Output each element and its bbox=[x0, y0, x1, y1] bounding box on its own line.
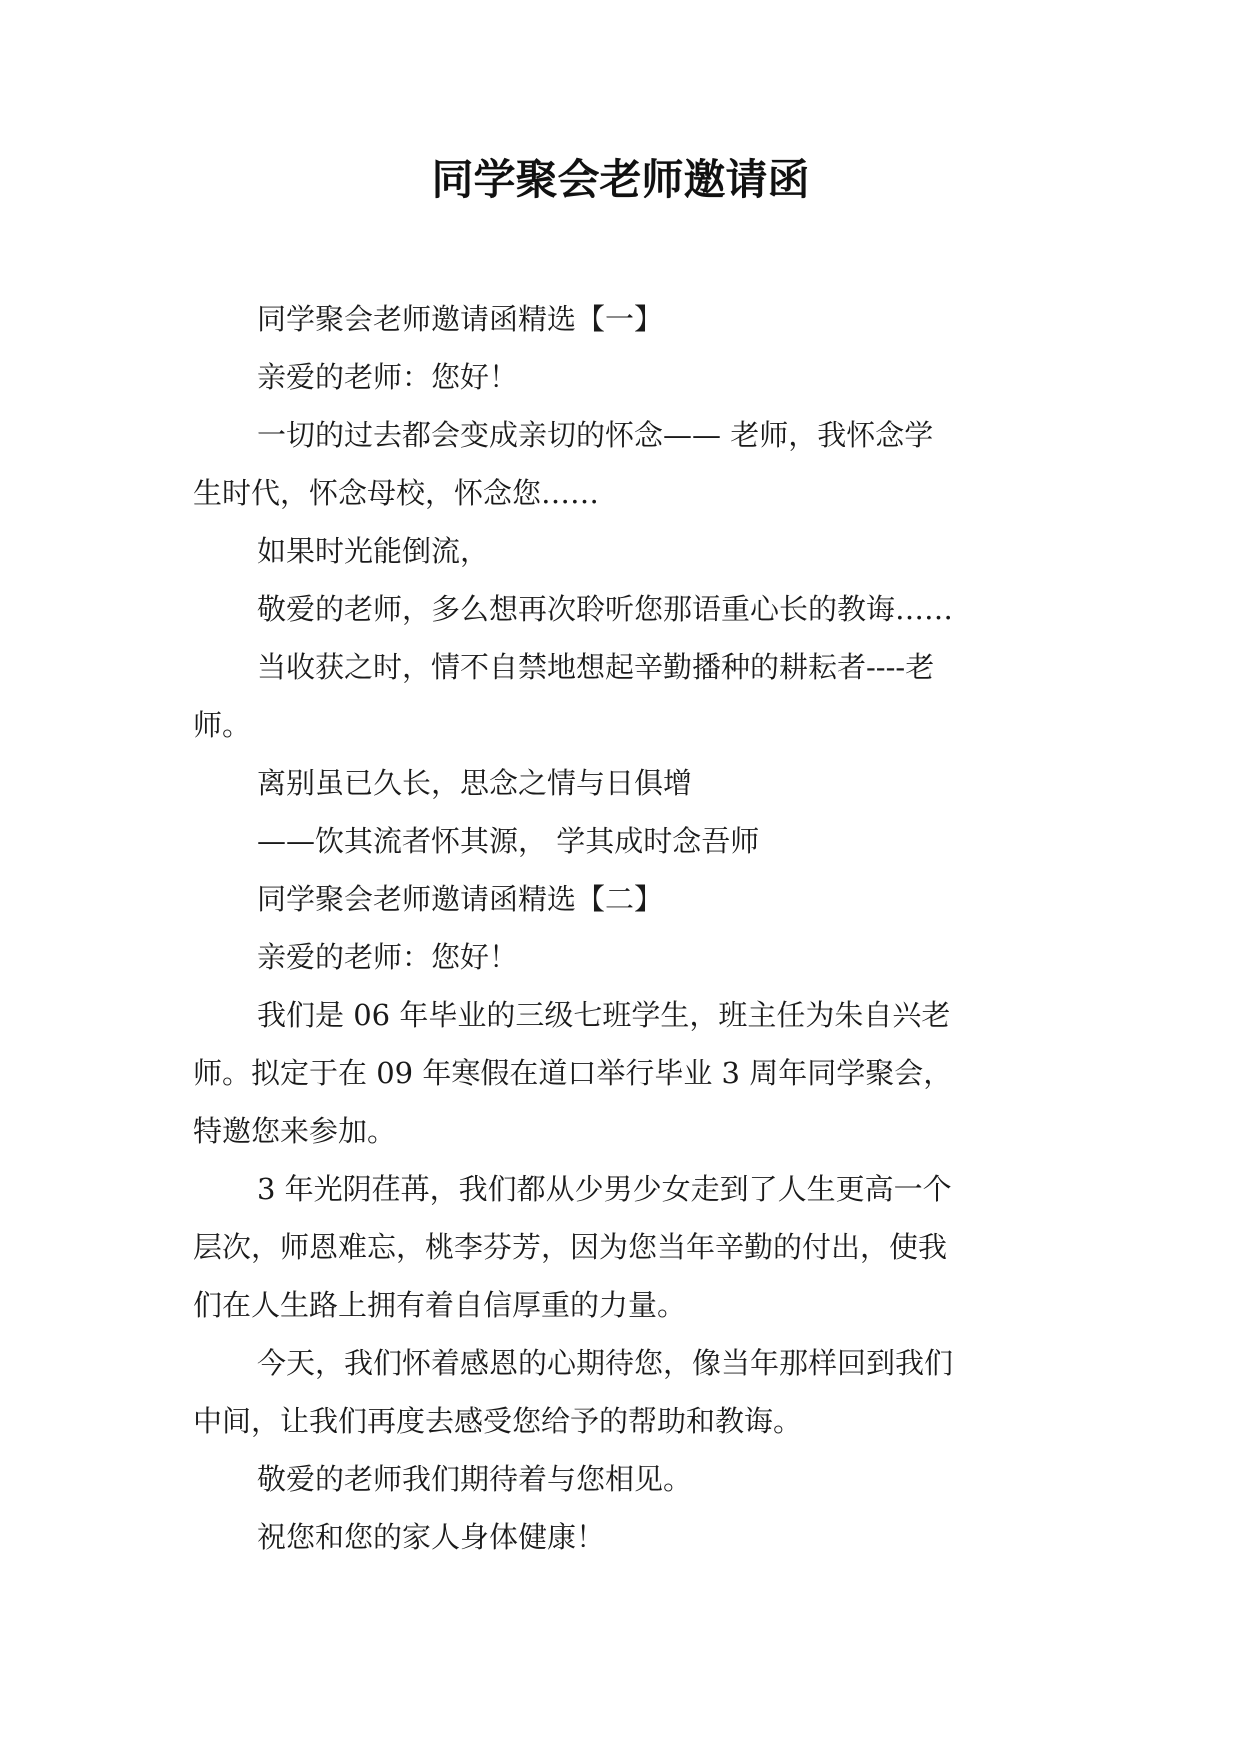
body-line: 亲爱的老师：您好！ bbox=[257, 940, 519, 974]
body-line: 同学聚会老师邀请函精选【一】 bbox=[257, 302, 664, 336]
body-line: 生时代，怀念母校，怀念您…… bbox=[193, 476, 600, 510]
body-line: 祝您和您的家人身体健康！ bbox=[257, 1520, 606, 1554]
body-line: 中间，让我们再度去感受您给予的帮助和教诲。 bbox=[193, 1404, 803, 1438]
document-title: 同学聚会老师邀请函 bbox=[431, 155, 810, 204]
body-line: 一切的过去都会变成亲切的怀念—— 老师，我怀念学 bbox=[257, 418, 934, 452]
body-line: 师。 bbox=[193, 708, 252, 742]
body-line: 我们是 06 年毕业的三级七班学生，班主任为朱自兴老 bbox=[257, 998, 951, 1032]
body-line: 如果时光能倒流， bbox=[257, 534, 490, 568]
document-body bbox=[193, 290, 1049, 1566]
body-line: 敬爱的老师我们期待着与您相见。 bbox=[257, 1462, 693, 1496]
body-line: 3 年光阴荏苒，我们都从少男少女走到了人生更高一个 bbox=[257, 1172, 952, 1206]
body-line: 们在人生路上拥有着自信厚重的力量。 bbox=[193, 1288, 687, 1322]
body-line: 当收获之时，情不自禁地想起辛勤播种的耕耘者----老 bbox=[257, 650, 935, 684]
body-line: 特邀您来参加。 bbox=[193, 1114, 397, 1148]
body-line: 亲爱的老师：您好！ bbox=[257, 360, 519, 394]
body-line: 敬爱的老师，多么想再次聆听您那语重心长的教诲…… bbox=[257, 592, 954, 626]
body-line: 层次，师恩难忘，桃李芬芳，因为您当年辛勤的付出，使我 bbox=[193, 1230, 948, 1264]
body-line: 师。拟定于在 09 年寒假在道口举行毕业 3 周年同学聚会， bbox=[193, 1056, 953, 1090]
body-line: ——饮其流者怀其源， 学其成时念吾师 bbox=[257, 824, 760, 858]
body-line: 离别虽已久长，思念之情与日俱增 bbox=[257, 766, 693, 800]
body-line: 今天，我们怀着感恩的心期待您，像当年那样回到我们 bbox=[257, 1346, 954, 1380]
body-line: 同学聚会老师邀请函精选【二】 bbox=[257, 882, 664, 916]
